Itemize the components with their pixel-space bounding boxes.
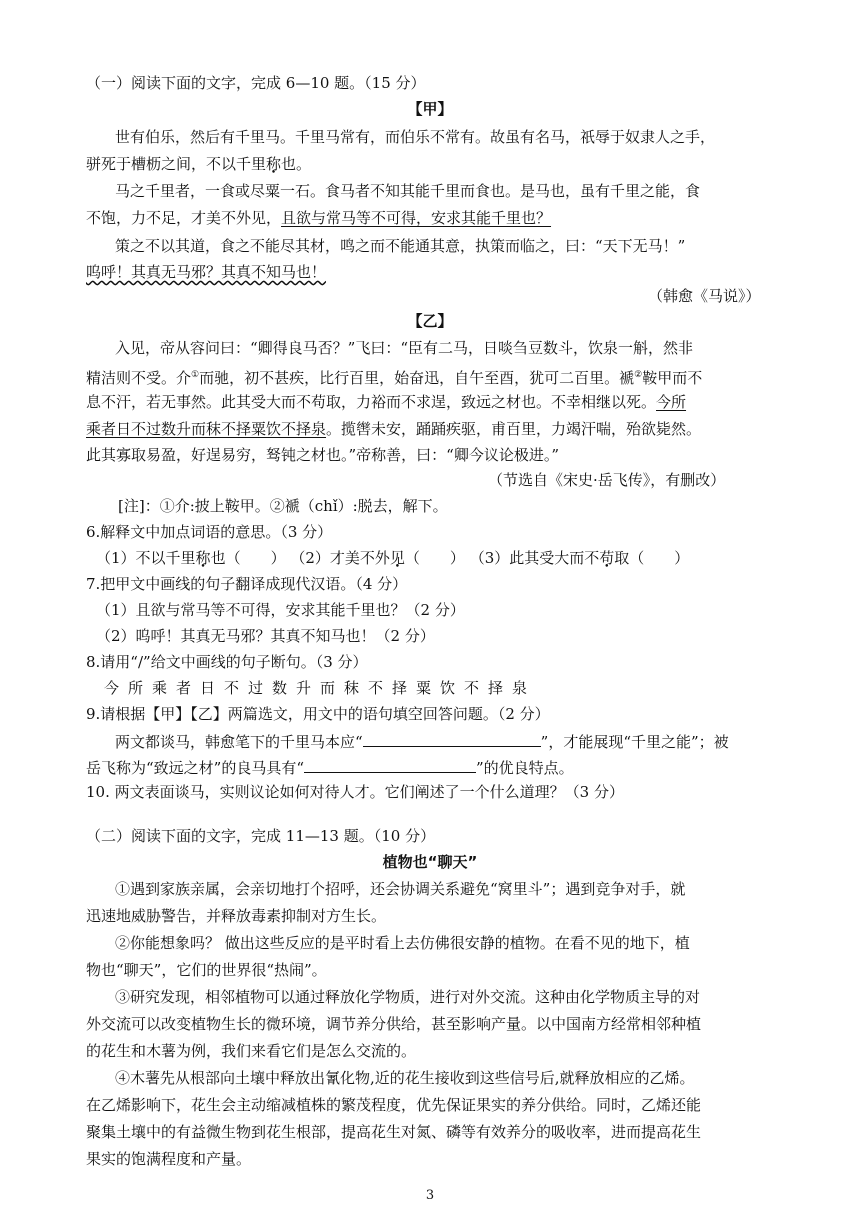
s2-p2b: 物也“聊天”，它们的世界很“热闹”。 [86,961,327,979]
yi-line1: 入见，帝从容问曰：“卿得良马否？”飞曰：“臣有二马，日啖刍豆数斗，饮泉一斛，然非 [115,339,694,357]
s2-p4c: 聚集土壤中的有益微生物到花生根部，提高花生对氮、磷等有效养分的吸收率，进而提高花生 [86,1123,702,1141]
dotted-char-cheng: 称 [266,155,282,173]
q8-sentence: 今所乘者日不过数升而秣不择粟饮不择泉 [104,679,537,697]
q10-stem: 10. 两文表面谈马，实则议论如何对待人才。它们阐述了一个什么道理？（3 分） [86,783,624,801]
yi-source: （节选自《宋史·岳飞传》，有删改） [488,471,726,489]
s2-p1b: 迅速地威胁警告，并释放毒素抑制对方生长。 [86,907,387,925]
q7-b: （2）呜呼！其真无马邪？其真不知马也！（2 分） [96,627,435,645]
s2-p4d: 果实的饱满程度和产量。 [86,1150,252,1168]
q8-stem: 8.请用“/”给文中画线的句子断句。（3 分） [86,653,368,671]
jia-p2-line1: 马之千里者，一食或尽粟一石。食马者不知其能千里而食也。是马也，虽有千里之能，食 [115,182,701,200]
jia-title: 【甲】 [407,100,453,118]
jia-p3-line2 [86,262,326,282]
s2-p3b: 外交流可以改变植物生长的微环境，调节养分供给，甚至影响产量。以中国南方经常相邻种植 [86,1015,702,1033]
yi-line2: 精洁则不受。介①而驰，初不甚疾，比行百里，始奋迅，自午至酉，犹可二百里。褫②鞍甲而不 [86,369,703,387]
q9-line2: 岳飞称为“致远之材”的良马具有“ ”的优良特点。 [86,756,574,778]
answer-blank-1[interactable] [363,730,541,747]
q9-stem: 9.请根据【甲】【乙】两篇选文，用文中的语句填空回答问题。（2 分） [86,705,550,723]
s2-p4b: 在乙烯影响下，花生会主动缩减植株的繁茂程度，优先保证果实的养分供给。同时，乙烯还能 [86,1096,702,1114]
article-title: 植物也“聊天” [382,853,478,871]
s2-p2a: ②你能想象吗？ 做出这些反应的是平时看上去仿佛很安静的植物。在看不见的地下，植 [115,934,690,952]
section2-heading: （二）阅读下面的文字，完成 11—13 题。（10 分） [86,827,436,845]
jia-p2-line2: 不饱，力不足，才美不外见，且欲与常马等不可得，安求其能千里也？ [86,209,552,227]
jia-p3-line1: 策之不以其道，食之不能尽其材，鸣之而不能通其意，执策而临之，曰：“天下无马！” [115,237,686,255]
yi-line3: 息不汗，若无事然。此其受大而不苟取，力裕而不求逞，致远之材也。不幸相继以死。今所 [86,393,687,411]
q7-stem: 7.把甲文中画线的句子翻译成现代汉语。（4 分） [86,575,408,593]
yi-title: 【乙】 [407,312,453,330]
s2-p3a: ③研究发现，相邻植物可以通过释放化学物质，进行对外交流。这种由化学物质主导的对 [115,988,701,1006]
q7-a: （1）且欲与常马等不可得，安求其能千里也？（2 分） [96,601,465,619]
page-number: 3 [425,1188,435,1203]
underlined-sentence-1: 且欲与常马等不可得，安求其能千里也？ [281,209,552,227]
underlined-sentence-2: 呜呼！其真无马邪？其真不知马也！ [86,263,327,281]
s2-p1a: ①遇到家族亲属，会亲切地打个招呼，还会协调关系避免“窝里斗”；遇到竞争对手，就 [115,880,686,898]
yi-line4: 乘者日不过数升而秣不择粟饮不择泉。揽辔未安，踊踊疾驱，甫百里，力竭汗喘，殆欲毙然。 [86,420,702,438]
jia-p1-line2: 骈死于槽枥之间，不以千里称也。 [86,155,312,173]
q6-stem: 6.解释文中加点词语的意思。（3 分） [86,523,333,541]
s2-p3c: 的花生和木薯为例，我们来看它们是怎么交流的。 [86,1042,417,1060]
note: [注]：①介:披上鞍甲。②褫（chǐ）:脱去，解下。 [118,497,448,515]
yi-line5: 此其寡取易盈，好逞易穷，驽钝之材也。”帝称善，曰：“卿今议论极进。” [86,446,560,464]
answer-blank-2[interactable] [304,756,476,773]
q6-items: （1）不以千里称也（ ） （2）才美不外见（ ） （3）此其受大而不苟取（ ） [96,549,690,567]
jia-p1-line1: 世有伯乐，然后有千里马。千里马常有，而伯乐不常有。故虽有名马，祇辱于奴隶人之手， [115,128,716,146]
underlined-sentence-3: 乘者日不过数升而秣不择粟饮不择泉 [86,420,327,438]
s2-p4a: ④木薯先从根部向土壤中释放出氰化物,近的花生接收到这些信号后,就释放相应的乙烯。 [115,1069,695,1087]
q9-line1: 两文都谈马，韩愈笔下的千里马本应“ ”，才能展现“千里之能”；被 [115,730,729,752]
jia-source: （韩愈《马说》） [648,287,761,305]
section1-heading: （一）阅读下面的文字，完成 6—10 题。（15 分） [86,74,426,92]
